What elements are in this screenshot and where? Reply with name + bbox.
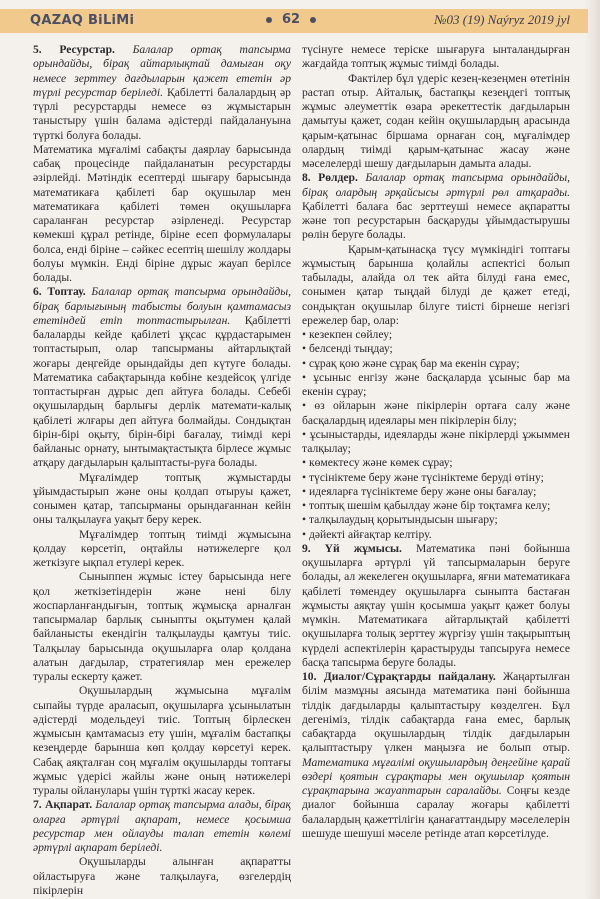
list-item-text: кезекпен сөйлеу;: [308, 328, 393, 341]
left-column: [33, 43, 291, 898]
section-italic: Балалар ортақ тапсырма орындайды, бірақ олардың әрқайсысы әртүрлі рөл атқарады.: [302, 171, 570, 199]
bullet-dot-icon: [266, 17, 272, 23]
paragraph-text: Қабілетті балалардың әр түрлі ресурстарды немесе өз жұмыстарын таныстыру үшін балама әдістерді пайдалануына түрткі болуға болады.: [33, 85, 291, 142]
bullet-icon: •: [302, 427, 310, 441]
section-heading: 5. Ресурстар.: [33, 43, 115, 56]
list-item-text: түсініктеме беру және түсініктеме беруді өтіну;: [308, 470, 544, 484]
section-heading: 10. Диалог/Сұрақтарды пайдалану.: [302, 670, 496, 683]
section-italic: Балалар ортақ тапсырма алады, бірақ оларға әртүрлі ақпарат, немесе қосымша ресурстар мен ойлауды талап ететін көлемі әртүрлі ақпарат беріледі.: [33, 798, 291, 854]
bullet-icon: •: [302, 527, 309, 541]
paragraph: Сыныппен жұмыс істеу барысында неге қол жеткізетіндерін және нені білу жоспарланғандығын, топтық жұмысқа арналған тапсырмалар барлық сыныпты оқытумен қалай байланысты екендігін талқылауды қамтуы тиіс. Талқылау барысында оқушыларға олар қолдана алатын дағдылар, стратегиялар мен ережелер туралы ескерту қажет.: [33, 570, 291, 683]
bullet-icon: •: [302, 342, 309, 356]
paragraph: Мұғалімдер топтық жұмыстарды ұйымдастырып және оны қолдап отыруы қажет, сонымен қатар, тапсырманы орындағаннан кейін оны талқылауға уақыт беру керек.: [33, 470, 291, 527]
section-heading: 6. Топтау.: [33, 285, 86, 299]
paragraph: түсінуге немесе теріске шығаруға ынталандырған жағдайда топтық жұмыс тиімді болады.: [302, 43, 570, 71]
paragraph-text: Соңғы кезде диалог бойынша саралау жоғары қабілетті балалардың қажеттілігін қанағаттандыру мәселелерін шешуде шешуші мәселе ретінде атап көрсетілуде.: [302, 784, 570, 840]
list-item-text: дәйекті айғақтар келтіру.: [308, 527, 432, 541]
list-item: [302, 342, 570, 356]
list-item: [302, 399, 570, 428]
section-italic: Балалар ортақ тапсырма орындайды, бірақ барлығының табысты болуын қамтамасыз ететіндей етіп топтастырылған.: [33, 285, 291, 327]
section-heading: 7. Ақпарат.: [33, 798, 93, 812]
list-item: [302, 499, 570, 513]
bullet-icon: •: [302, 399, 315, 413]
section-9: [302, 542, 570, 670]
list-item-text: идеяларға түсініктеме беру және оны бағалау;: [308, 484, 537, 498]
bullet-icon: •: [302, 484, 309, 498]
list-item: [302, 513, 570, 527]
list-item: [302, 428, 570, 457]
list-item-text: өз ойларын және пікірлерін ортаға салу және басқалардың идеялары мен пікірлерін білу;: [302, 399, 570, 427]
list-item: [302, 357, 570, 371]
paragraph: Математика мұғалімі сабақты даярлау барысында сабақ процесінде пайдаланатын ресурстарды әзірлейді. Мәтіндік есептерді шығару барысында математикаға қабілеті бар оқушылар мен математикаға қабілеті төмен оқушыларға сараланған ресурстар әзірленеді. Ресурстар көмекші құрал ретінде, біріне есеп формулалары болса, енді біріне – сәйкес есептің шешілу жолдары болуы мүмкін. Енді біріне дұрыс жауап берілсе болады.: [33, 142, 291, 284]
section-10: [302, 670, 570, 841]
paragraph-text: Қабілетті балаларды кейде қабілеті ұқсас құрдастарымен топтастырып, олар тапсырманы айтарлықтай жоғары деңгейде орындайды деп күтуге болады. Математика сабақтарында көбіне кездейсоқ үлгіде топтастырған дұрыс деп айтуға болады. Себебі оқушылардың барлығы дерлік математи-калық қабілеті жлғары деп айтуға болмайды. Сондықтан бірін-бірі оқыту, бірін-бірі бағалау, тиімді кері байланыс орнату, ынтымақтастықта бірлесе жұмыс атқару дағдыларын қалыптасты-руға болады.: [33, 313, 291, 470]
bullet-icon: •: [302, 513, 309, 527]
list-item-text: талқылаудың қорытындысын шығару;: [308, 513, 498, 527]
bullet-icon: •: [302, 356, 309, 370]
section-6: [33, 285, 291, 470]
issue-info: №03 (19) Naýryz 2019 jyl: [434, 12, 570, 27]
list-item: [302, 328, 570, 342]
list-item: [302, 485, 570, 499]
bullet-icon: •: [302, 370, 314, 384]
right-column: [302, 43, 570, 841]
bullet-icon: •: [302, 328, 309, 341]
page-edge-shadow: [584, 0, 600, 899]
paragraph-text: Қабілетті балаға бас зерттеуші немесе ақпаратты және топ ресурстарын басқаруды ұйымдастырушы рөлін беруге болады.: [302, 199, 570, 242]
section-heading: 8. Рөлдер.: [302, 171, 358, 185]
list-item: [302, 471, 570, 485]
list-item: [302, 371, 570, 400]
bullet-icon: •: [302, 456, 309, 470]
section-8: [302, 171, 570, 242]
page-number: [256, 12, 326, 27]
paragraph-text: Жаңартылған білім мазмұны аясында математика пәні бойынша тілдік дағдыларды қалыптастыру көзделген. Бұл дегеніміз, тілдік сабақтарда ғана емес, барлық сабақтарда оқушылардың тілдік дағдыларын қалыптастыру үлкен маңызға ие болып отыр.: [302, 670, 570, 755]
paragraph: Оқушылардың жұмысына мұғалім сыпайы түрде араласып, оқушыларға ұсынылатын әдістерді модельдеуі тиіс. Топтың бірлескен жұмысын қамтамасыз ету үшін, мұғалім бастапқы кезеңдерде барынша көп қолдау көрсетуі керек. Сабақ аяқталған соң мұғалім оқушыларды топтағы жұмыс үдерісі жайлы және оның нәтижелері туралы ойланулары үшін түрткі жасау керек.: [33, 684, 291, 797]
bullet-dot-icon: [310, 17, 316, 23]
rules-list: [302, 328, 570, 542]
paragraph: Мұғалімдер топтың тиімді жұмысына қолдау көрсетіп, оңтайлы нәтижелерге қол жеткізуге ықпал етулері керек.: [33, 527, 291, 569]
bullet-icon: •: [302, 499, 309, 512]
section-7: [33, 798, 291, 855]
paragraph: Фактілер бұл үдеріс кезең-кезеңмен өтетінін растап отыр. Айталық, бастапқы кезеңдегі топтық жұмыс әлеуметтік өзара әрекеттестік дағдыларын дамытуы қажет, содан кейін оқушылардың арасында қарым-қатынас біршама орнаған соң, мұғалімдер олардың тиімді қарым-қатынас жасау және мәселелерді шешу дағдыларын дамыта алады.: [302, 71, 570, 170]
bullet-icon: •: [302, 470, 309, 484]
list-item-text: ұсыныс енгізу және басқаларда ұсыныс бар ма екенін сұрау;: [302, 370, 570, 398]
list-item: [302, 456, 570, 470]
section-italic: Математика мұғалімі оқушылардың деңгейіне қарай өздері қоятын сұрақтары мен оқушылар қоятын сұрақтарына жауаптарын саралайды.: [302, 755, 570, 797]
section-italic: Балалар ортақ тапсырма орындайды, бірақ айтарлықтай дамыған оқу немесе зерттеу дағдыларын қажет ететін әр түрлі ресурстар беріледі.: [33, 43, 291, 99]
list-item-text: көмектесу және көмек сұрау;: [308, 456, 453, 470]
page-number-text: 62: [282, 12, 301, 27]
paragraph: Қарым-қатынасқа түсу мүмкіндігі топтағы жұмыстың барынша қолайлы аспектісі болып табылады, алайда ол тек айта білуді ғана емес, сонымен қатар тыңдай білуді де қажет етеді, сондықтан оқушылар білуге тиісті бірнеше негізгі ережелер бар, олар:: [302, 242, 570, 327]
paragraph-text: Математика пәні бойынша оқушыларға әртүрлі үй тапсырмаларын беруге болады, ал жекелеген оқушыларға, яғни математикаға қабілеті төмендеу оқушыларға сыныпта бастаған жұмысты аяқтау үшін қосымша уақыт қажет болуы мүмкін. Математикаға айтарлықтай қабілетті оқушыларға толық зерттеу жүргізу үшін тақырыптың күрделі аспектілерін қарастыруды тапсыруға немесе басқа тапсырма беруге болады.: [302, 541, 570, 669]
list-item-text: топтық шешім қабылдау және бір тоқтамға келу;: [308, 499, 551, 512]
list-item-text: ұсыныстарды, идеяларды және пікірлерді ұжыммен талқылау;: [302, 427, 570, 455]
list-item-text: сұрақ қою және сұрақ бар ма екенін сұрау;: [308, 356, 520, 370]
paragraph: Оқушыларды алынған ақпаратты ойластыруға және талқылауға, өзгелердің пікірлерін: [33, 855, 291, 897]
list-item: [302, 528, 570, 542]
list-item-text: белсенді тыңдау;: [308, 342, 393, 356]
journal-title: QAZAQ BiLiMi: [30, 13, 135, 28]
section-5: [33, 43, 291, 143]
section-heading: 9. Үй жұмысы.: [302, 541, 402, 555]
